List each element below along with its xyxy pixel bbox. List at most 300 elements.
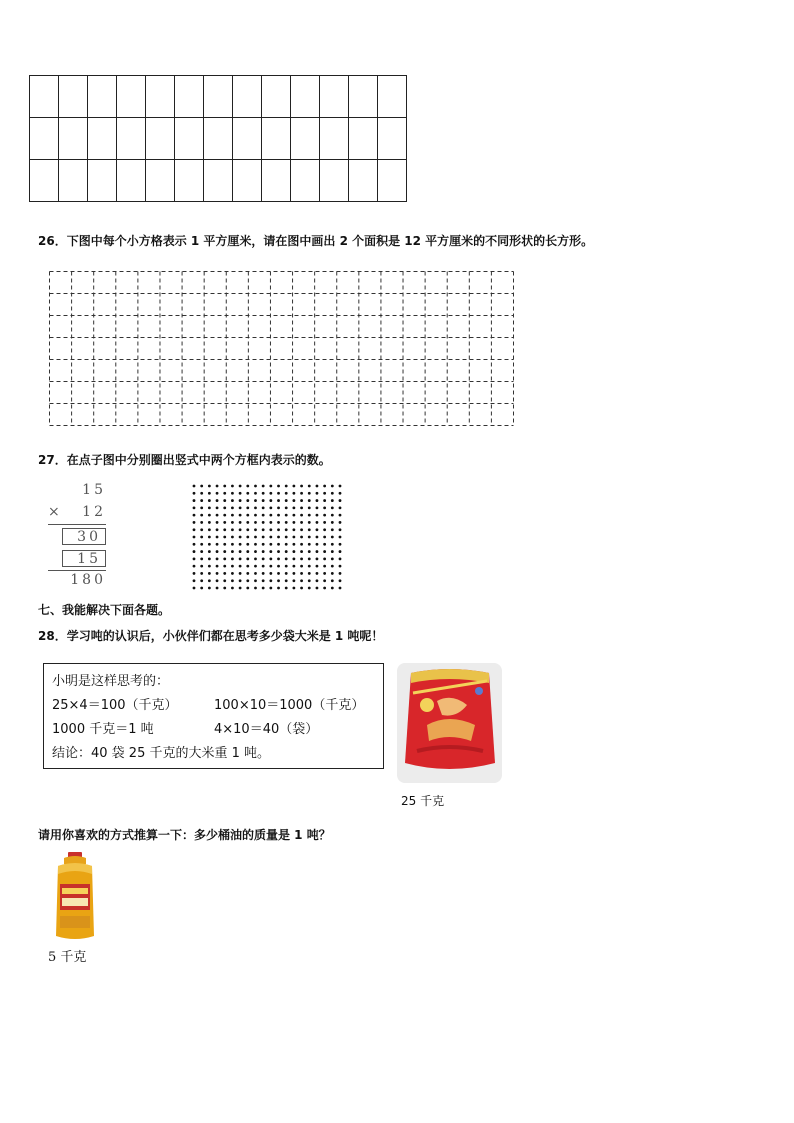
grid-cell	[88, 160, 117, 202]
dot	[300, 565, 303, 568]
dot	[254, 514, 257, 517]
dot	[208, 521, 211, 524]
dot	[277, 572, 280, 575]
dot	[239, 550, 242, 553]
dot	[292, 499, 295, 502]
dot	[323, 499, 326, 502]
dot	[208, 506, 211, 509]
dot	[285, 521, 288, 524]
dot	[246, 572, 249, 575]
dot	[193, 565, 196, 568]
dot	[300, 579, 303, 582]
dot	[223, 499, 226, 502]
dot	[246, 536, 249, 539]
grid-cell	[30, 118, 59, 160]
dot	[223, 572, 226, 575]
grid-cell	[88, 118, 117, 160]
dot	[308, 550, 311, 553]
dot	[285, 579, 288, 582]
dot	[246, 506, 249, 509]
dot	[277, 521, 280, 524]
grid-cell	[378, 160, 407, 202]
dot	[285, 543, 288, 546]
dot	[323, 528, 326, 531]
dot	[308, 543, 311, 546]
dot	[316, 565, 319, 568]
dot	[308, 528, 311, 531]
dot	[254, 565, 257, 568]
dot	[262, 485, 265, 488]
dot	[216, 557, 219, 560]
dot	[292, 521, 295, 524]
dot	[239, 514, 242, 517]
dot	[285, 514, 288, 517]
dot	[193, 506, 196, 509]
grid-cell	[349, 118, 378, 160]
dot	[246, 550, 249, 553]
dot	[216, 492, 219, 495]
dot	[323, 543, 326, 546]
dot	[300, 492, 303, 495]
dot	[300, 587, 303, 590]
dot	[285, 499, 288, 502]
grid-cell	[262, 76, 291, 118]
dot	[285, 492, 288, 495]
dot	[331, 514, 334, 517]
dot	[262, 550, 265, 553]
dot	[223, 521, 226, 524]
dot	[277, 506, 280, 509]
dot	[223, 492, 226, 495]
grid-cell	[88, 76, 117, 118]
dot	[246, 499, 249, 502]
dot	[292, 579, 295, 582]
reasoning-box	[43, 663, 384, 769]
grid-cell	[175, 76, 204, 118]
dot	[331, 506, 334, 509]
dot	[308, 565, 311, 568]
dot	[223, 565, 226, 568]
grid-cell	[291, 76, 320, 118]
dot	[193, 499, 196, 502]
dot	[308, 521, 311, 524]
dot	[223, 485, 226, 488]
dot	[339, 528, 342, 531]
dot	[323, 579, 326, 582]
dot	[231, 485, 234, 488]
dot	[262, 514, 265, 517]
dot	[308, 485, 311, 488]
dot	[246, 557, 249, 560]
dot	[208, 499, 211, 502]
grid-cell	[204, 160, 233, 202]
dot	[269, 485, 272, 488]
dot	[231, 550, 234, 553]
dot	[208, 550, 211, 553]
dot	[269, 492, 272, 495]
dot	[254, 550, 257, 553]
dot	[231, 572, 234, 575]
dot	[262, 528, 265, 531]
dot	[246, 521, 249, 524]
dot	[316, 521, 319, 524]
dot	[316, 506, 319, 509]
dot	[262, 536, 265, 539]
dot	[262, 506, 265, 509]
dot	[208, 565, 211, 568]
dot	[200, 565, 203, 568]
dot	[231, 565, 234, 568]
dot	[308, 506, 311, 509]
dot	[316, 557, 319, 560]
dot	[262, 499, 265, 502]
dot	[300, 506, 303, 509]
dot	[308, 536, 311, 539]
dot	[216, 550, 219, 553]
dot	[193, 550, 196, 553]
dot	[331, 550, 334, 553]
dot	[246, 514, 249, 517]
question-28-text: 28．学习吨的认识后，小伙伴们都在思考多少袋大米是 1 吨呢！	[38, 629, 384, 643]
dot	[269, 528, 272, 531]
dot	[269, 565, 272, 568]
dot	[231, 506, 234, 509]
question-26-text: 26．下图中每个小方格表示 1 平方厘米，请在图中画出 2 个面积是 12 平方厘米的不同形状的长方形。	[38, 234, 594, 248]
dot	[208, 485, 211, 488]
dot	[200, 492, 203, 495]
dot	[308, 579, 311, 582]
dot	[277, 587, 280, 590]
dot	[269, 506, 272, 509]
dot	[216, 506, 219, 509]
dot	[262, 572, 265, 575]
grid-cell	[30, 160, 59, 202]
dot	[285, 528, 288, 531]
reasoning-intro: 小明是这样思考的：	[52, 674, 170, 689]
dot	[231, 521, 234, 524]
dot	[254, 587, 257, 590]
dot	[339, 557, 342, 560]
grid-cell	[146, 118, 175, 160]
dot	[193, 492, 196, 495]
dot	[339, 492, 342, 495]
dot	[300, 536, 303, 539]
dot	[308, 499, 311, 502]
dot	[246, 587, 249, 590]
dot	[331, 492, 334, 495]
dot	[239, 499, 242, 502]
grid-cell	[320, 76, 349, 118]
dot	[216, 499, 219, 502]
dot	[277, 485, 280, 488]
grid-cell	[262, 160, 291, 202]
dot	[269, 557, 272, 560]
dot	[239, 565, 242, 568]
dot	[216, 536, 219, 539]
dot	[231, 587, 234, 590]
dot	[262, 492, 265, 495]
grid-cell	[233, 76, 262, 118]
dot	[339, 550, 342, 553]
equation-3: 1000 千克＝1 吨	[52, 722, 154, 737]
dot	[231, 514, 234, 517]
dot	[331, 543, 334, 546]
dot	[316, 543, 319, 546]
dot	[300, 514, 303, 517]
dot	[323, 557, 326, 560]
dot	[269, 543, 272, 546]
dot	[316, 528, 319, 531]
dot	[323, 485, 326, 488]
equation-2: 100×10＝1000（千克）	[214, 698, 365, 713]
dot	[193, 536, 196, 539]
dot	[316, 492, 319, 495]
dot	[292, 565, 295, 568]
dot	[331, 485, 334, 488]
dot	[269, 572, 272, 575]
dot	[262, 521, 265, 524]
grid-cell	[59, 76, 88, 118]
dot	[208, 514, 211, 517]
dot	[262, 543, 265, 546]
question-27-text: 27．在点子图中分别圈出竖式中两个方框内表示的数。	[38, 453, 331, 467]
dot	[285, 550, 288, 553]
dot	[223, 514, 226, 517]
dot	[300, 485, 303, 488]
dot	[216, 514, 219, 517]
dot	[208, 572, 211, 575]
dot	[316, 536, 319, 539]
dot	[269, 579, 272, 582]
rice-bag-image	[397, 663, 502, 783]
dot	[216, 543, 219, 546]
dot	[331, 565, 334, 568]
dot	[285, 565, 288, 568]
grid-cell	[349, 160, 378, 202]
dot	[200, 528, 203, 531]
dot	[216, 521, 219, 524]
grid-cell	[175, 160, 204, 202]
dot	[331, 587, 334, 590]
grid-cell	[233, 118, 262, 160]
dot	[308, 572, 311, 575]
dot	[277, 557, 280, 560]
dot	[300, 499, 303, 502]
dot	[239, 521, 242, 524]
dot	[208, 557, 211, 560]
dot	[292, 492, 295, 495]
vertical-multiplication	[40, 480, 120, 590]
dot	[193, 572, 196, 575]
dot	[300, 521, 303, 524]
dot	[323, 536, 326, 539]
dot	[269, 536, 272, 539]
dot	[254, 572, 257, 575]
grid-cell	[146, 76, 175, 118]
dot	[339, 485, 342, 488]
dot	[316, 550, 319, 553]
dot	[331, 499, 334, 502]
dot	[308, 492, 311, 495]
product: 180	[70, 572, 106, 588]
dot	[323, 565, 326, 568]
dot	[231, 528, 234, 531]
dot	[216, 587, 219, 590]
dot	[331, 572, 334, 575]
dot	[200, 506, 203, 509]
dot	[231, 579, 234, 582]
dot	[292, 536, 295, 539]
dot	[254, 521, 257, 524]
dot	[339, 579, 342, 582]
dot	[231, 543, 234, 546]
dot	[246, 492, 249, 495]
dot	[200, 550, 203, 553]
dot	[277, 579, 280, 582]
dot	[246, 528, 249, 531]
dot	[193, 557, 196, 560]
dot	[339, 521, 342, 524]
dot	[193, 521, 196, 524]
dot	[254, 485, 257, 488]
multiplier: 12	[82, 504, 106, 520]
dot	[277, 492, 280, 495]
dot	[193, 514, 196, 517]
dot	[262, 587, 265, 590]
dot	[200, 499, 203, 502]
times-sign: ×	[48, 504, 60, 520]
dot	[254, 536, 257, 539]
dot	[254, 528, 257, 531]
dot	[239, 543, 242, 546]
dot	[300, 550, 303, 553]
dot	[200, 543, 203, 546]
dot	[292, 550, 295, 553]
dot	[208, 528, 211, 531]
dot	[285, 506, 288, 509]
dot	[316, 485, 319, 488]
dot	[277, 499, 280, 502]
dot	[292, 506, 295, 509]
rice-bag-caption: 25 千克	[401, 794, 445, 808]
grid-cell	[117, 118, 146, 160]
dot	[216, 579, 219, 582]
dot	[200, 587, 203, 590]
dot	[292, 557, 295, 560]
grid-cell	[378, 76, 407, 118]
dot	[269, 521, 272, 524]
dot	[239, 557, 242, 560]
oil-question-text: 请用你喜欢的方式推算一下：多少桶油的质量是 1 吨？	[38, 828, 331, 842]
dot	[239, 506, 242, 509]
dot	[208, 492, 211, 495]
dot	[292, 485, 295, 488]
dot	[323, 521, 326, 524]
dot	[216, 572, 219, 575]
grid-cell	[59, 160, 88, 202]
dot	[277, 536, 280, 539]
dot	[231, 557, 234, 560]
dot	[193, 587, 196, 590]
dot	[269, 514, 272, 517]
dot	[339, 543, 342, 546]
dot	[239, 587, 242, 590]
oil-jug-image	[50, 852, 100, 942]
dot	[246, 485, 249, 488]
dot	[208, 543, 211, 546]
grid-cell	[262, 118, 291, 160]
dot	[193, 528, 196, 531]
dot	[246, 579, 249, 582]
dot	[300, 557, 303, 560]
dot	[269, 550, 272, 553]
dot	[223, 550, 226, 553]
dot	[316, 499, 319, 502]
writing-grid	[29, 75, 407, 202]
section-7-title: 七、我能解决下面各题。	[38, 603, 171, 617]
dot	[200, 514, 203, 517]
dot	[223, 536, 226, 539]
dot	[331, 528, 334, 531]
dot	[193, 543, 196, 546]
grid-cell	[175, 118, 204, 160]
grid-cell	[320, 160, 349, 202]
dot	[292, 514, 295, 517]
dot	[339, 587, 342, 590]
equation-4: 4×10＝40（袋）	[214, 722, 319, 737]
dot	[285, 557, 288, 560]
dot	[269, 499, 272, 502]
dot	[239, 536, 242, 539]
dot	[269, 587, 272, 590]
dot	[277, 565, 280, 568]
dot	[223, 587, 226, 590]
dot	[262, 565, 265, 568]
dot	[331, 536, 334, 539]
dot	[239, 492, 242, 495]
dot	[331, 557, 334, 560]
dot	[292, 587, 295, 590]
rule-line	[48, 570, 106, 571]
dot	[308, 514, 311, 517]
dot	[300, 572, 303, 575]
dot	[323, 492, 326, 495]
rule-line	[48, 524, 106, 525]
multiplicand: 15	[82, 482, 106, 498]
dot	[208, 579, 211, 582]
dot	[193, 485, 196, 488]
dot	[323, 550, 326, 553]
dot	[339, 565, 342, 568]
dot	[292, 543, 295, 546]
dot	[254, 506, 257, 509]
grid-cell	[117, 76, 146, 118]
dot	[216, 485, 219, 488]
grid-cell	[204, 76, 233, 118]
dot	[277, 550, 280, 553]
grid-cell	[291, 118, 320, 160]
dot	[239, 528, 242, 531]
dot	[223, 579, 226, 582]
dot	[323, 572, 326, 575]
dot	[277, 543, 280, 546]
dot	[339, 536, 342, 539]
grid-cell	[378, 118, 407, 160]
dot	[308, 587, 311, 590]
dot-grid	[192, 484, 342, 590]
dot	[254, 557, 257, 560]
dot	[193, 579, 196, 582]
